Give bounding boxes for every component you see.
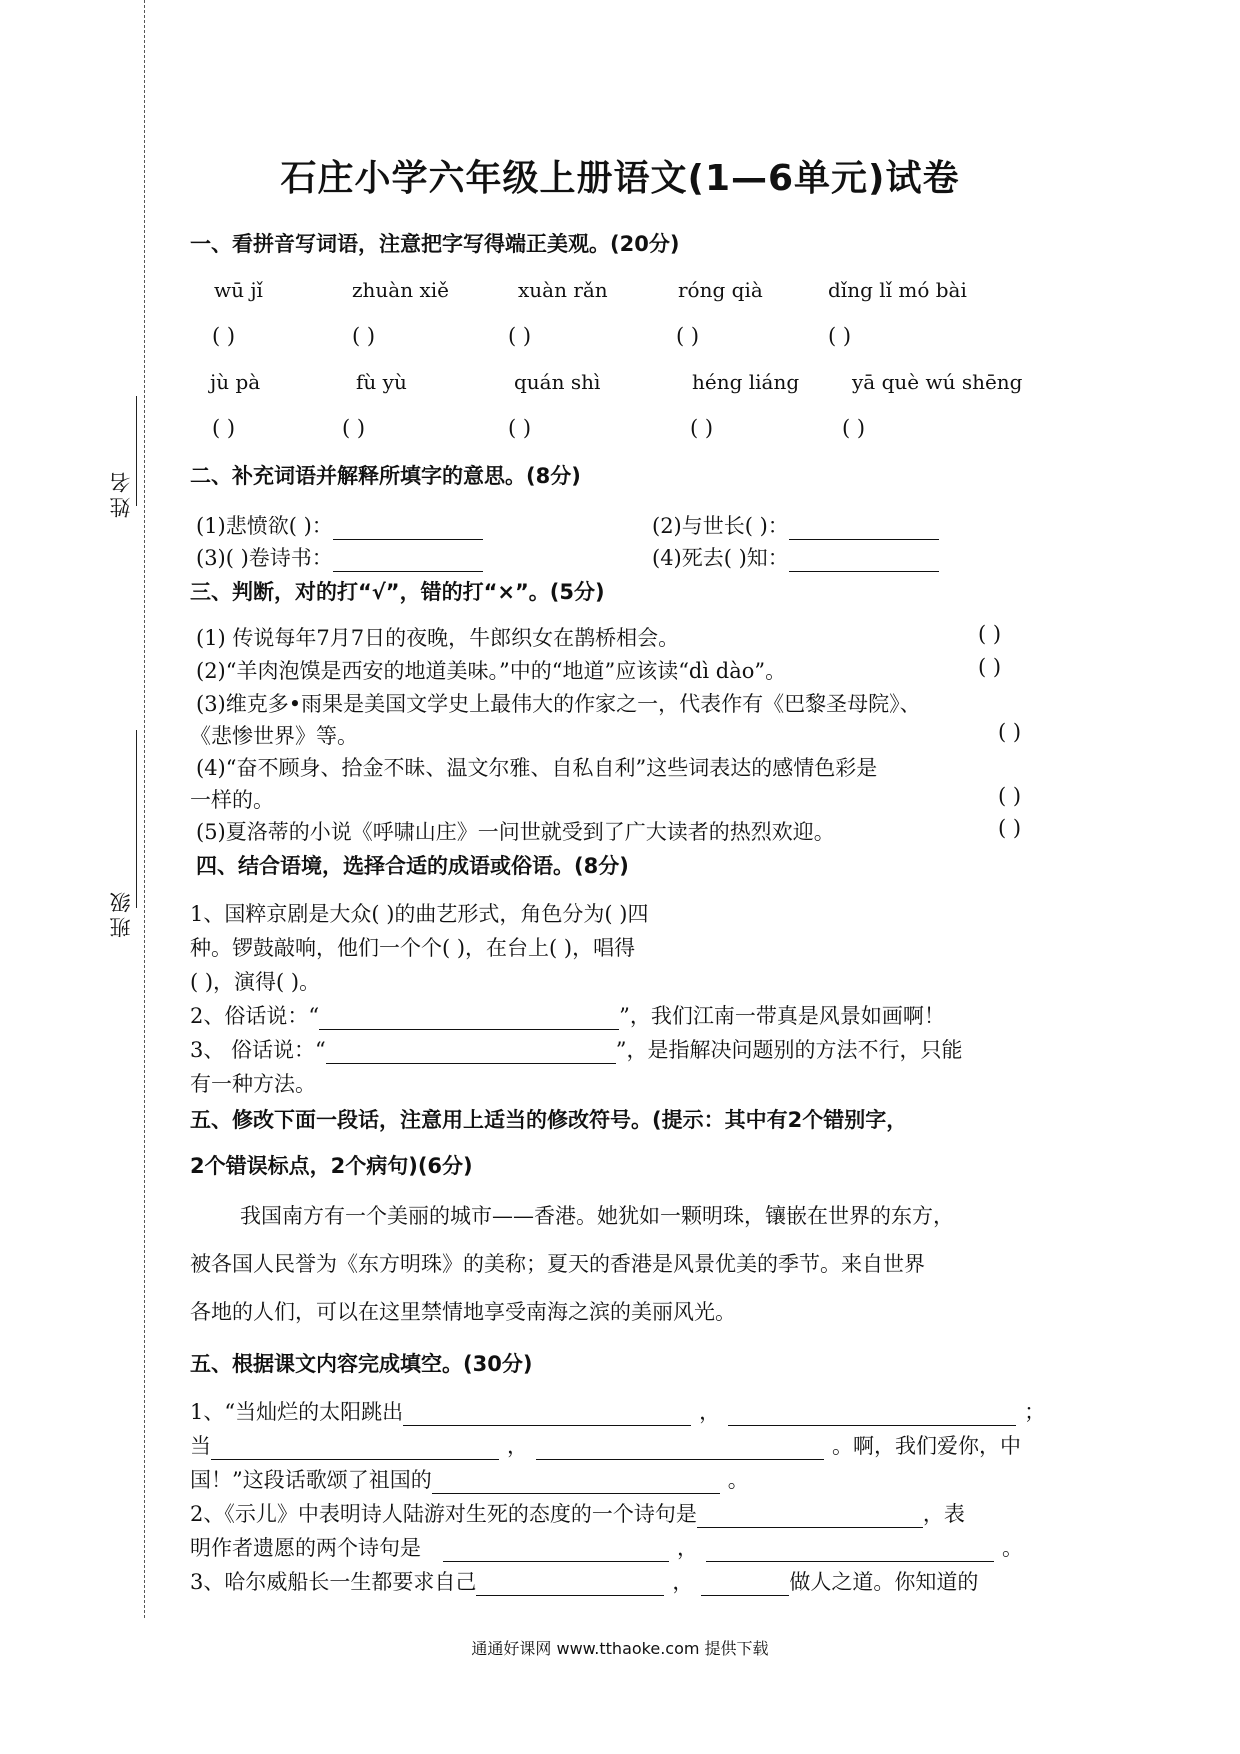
idiom-q3: 3、 俗话说：“ ”，是指解决问题别的方法不行，只能 [190, 1038, 963, 1062]
fill-blank-4[interactable] [789, 550, 939, 572]
pinyin-9: héng liáng [692, 370, 800, 394]
binding-dashed-line [144, 0, 145, 1618]
judge-box-4[interactable]: ( ) [998, 784, 1022, 808]
fill-item-2: (2)与世长( )： [652, 510, 939, 540]
answer-box-4[interactable]: ( ) [676, 324, 700, 348]
class-label: 班级 [109, 888, 133, 938]
fill-blank-3[interactable] [333, 550, 483, 572]
footer-credit: 通通好课网 www.tthaoke.com 提供下载 [471, 1639, 769, 1658]
recall-blank-8[interactable] [706, 1540, 994, 1562]
judge-box-1[interactable]: ( ) [978, 622, 1002, 646]
passage-line-3: 各地的人们，可以在这里禁情地享受南海之滨的美丽风光。 [190, 1300, 736, 1324]
recall-q2-line2: 明作者遗愿的两个诗句是 ， 。 [190, 1536, 1023, 1560]
answer-box-8[interactable]: ( ) [508, 416, 532, 440]
answer-box-1[interactable]: ( ) [212, 324, 236, 348]
answer-box-2[interactable]: ( ) [352, 324, 376, 348]
class-blank[interactable] [136, 730, 137, 908]
answer-box-5[interactable]: ( ) [828, 324, 852, 348]
section-5-heading: 五、修改下面一段话，注意用上适当的修改符号。(提示：其中有2个错别字， [190, 1108, 908, 1132]
judge-line-4b: 一样的。 [190, 788, 274, 812]
fill-item-1: (1)悲愤欲( )： [196, 510, 483, 540]
judge-line-4: (4)“奋不顾身、拾金不昧、温文尔雅、自私自利”这些词表达的感情色彩是 [196, 756, 878, 780]
section-3-heading: 三、判断，对的打“√”，错的打“×”。(5分) [190, 580, 605, 604]
answer-box-3[interactable]: ( ) [508, 324, 532, 348]
fill-item-4: (4)死去( )知： [652, 542, 939, 572]
idiom-q1-line2: 种。锣鼓敲响，他们一个个( )，在台上( )，唱得 [190, 936, 636, 960]
recall-q2-line1: 2、《示儿》中表明诗人陆游对生死的态度的一个诗句是 ，表 [190, 1502, 965, 1526]
pinyin-10: yā què wú shēng [852, 370, 1023, 394]
pinyin-4: róng qià [678, 278, 763, 302]
recall-blank-4[interactable] [536, 1438, 824, 1460]
recall-blank-9[interactable] [476, 1574, 664, 1596]
pinyin-3: xuàn rǎn [518, 278, 608, 302]
pinyin-7: fù yù [356, 370, 407, 394]
answer-box-6[interactable]: ( ) [212, 416, 236, 440]
idiom-q3-line2: 有一种方法。 [190, 1072, 316, 1096]
pinyin-6: jù pà [210, 370, 261, 394]
answer-box-7[interactable]: ( ) [342, 416, 366, 440]
fill-blank-1[interactable] [333, 518, 483, 540]
fill-item-3: (3)( )卷诗书： [196, 542, 483, 572]
recall-q1-line2: 当 ， 。啊，我们爱你，中 [190, 1434, 1021, 1458]
recall-blank-1[interactable] [403, 1404, 691, 1426]
answer-box-10[interactable]: ( ) [842, 416, 866, 440]
idiom-q1-line3: ( )，演得( )。 [190, 970, 321, 994]
passage-line-2: 被各国人民誉为《东方明珠》的美称；夏天的香港是风景优美的季节。来自世界 [190, 1252, 925, 1276]
recall-q1-line3: 国！”这段话歌颂了祖国的 。 [190, 1468, 749, 1492]
idiom-q1-line1: 1、国粹京剧是大众( )的曲艺形式，角色分为( )四 [190, 902, 649, 926]
name-label: 姓名 [109, 468, 133, 518]
judge-box-5[interactable]: ( ) [998, 816, 1022, 840]
judge-box-3[interactable]: ( ) [998, 720, 1022, 744]
pinyin-1: wū jǐ [214, 278, 263, 302]
fill-blank-2[interactable] [789, 518, 939, 540]
judge-box-2[interactable]: ( ) [978, 655, 1002, 679]
pinyin-2: zhuàn xiě [352, 278, 449, 302]
recall-blank-7[interactable] [443, 1540, 669, 1562]
idiom-q2: 2、俗话说：“ ”，我们江南一带真是风景如画啊！ [190, 1004, 945, 1028]
recall-blank-10[interactable] [701, 1574, 789, 1596]
section-2-heading: 二、补充词语并解释所填字的意思。(8分) [190, 464, 581, 488]
judge-line-5: (5)夏洛蒂的小说《呼啸山庄》一问世就受到了广大读者的热烈欢迎。 [196, 820, 835, 844]
section-1-heading: 一、看拼音写词语，注意把字写得端正美观。(20分) [190, 232, 680, 256]
passage-line-1: 我国南方有一个美丽的城市——香港。她犹如一颗明珠，镶嵌在世界的东方， [240, 1204, 954, 1228]
recall-q1-line1: 1、“当灿烂的太阳跳出 ， ； [190, 1400, 1046, 1424]
recall-blank-3[interactable] [211, 1438, 499, 1460]
idiom-q3-blank[interactable] [326, 1042, 616, 1064]
judge-line-1: (1) 传说每年7月7日的夜晚，牛郎织女在鹊桥相会。 [196, 626, 680, 650]
recall-blank-2[interactable] [728, 1404, 1016, 1426]
name-blank[interactable] [136, 396, 137, 506]
pinyin-8: quán shì [514, 370, 601, 394]
judge-line-3: (3)维克多•雨果是美国文学史上最伟大的作家之一，代表作有《巴黎圣母院》、 [196, 692, 921, 716]
page-title: 石庄小学六年级上册语文(1—6单元)试卷 [280, 158, 960, 199]
pinyin-5: dǐng lǐ mó bài [828, 278, 967, 302]
judge-line-2: (2)“羊肉泡馍是西安的地道美味。”中的“地道”应该读“dì dào”。 [196, 659, 787, 683]
recall-q3-line1: 3、哈尔威船长一生都要求自己 ， 做人之道。你知道的 [190, 1570, 979, 1594]
section-5-heading-2: 2个错误标点，2个病句)(6分) [190, 1154, 473, 1178]
idiom-q2-blank[interactable] [319, 1008, 619, 1030]
judge-line-3b: 《悲惨世界》等。 [190, 724, 358, 748]
answer-box-9[interactable]: ( ) [690, 416, 714, 440]
recall-blank-5[interactable] [432, 1472, 720, 1494]
section-6-heading: 五、根据课文内容完成填空。(30分) [190, 1352, 533, 1376]
section-4-heading: 四、结合语境，选择合适的成语或俗语。(8分) [196, 854, 629, 878]
recall-blank-6[interactable] [697, 1506, 923, 1528]
